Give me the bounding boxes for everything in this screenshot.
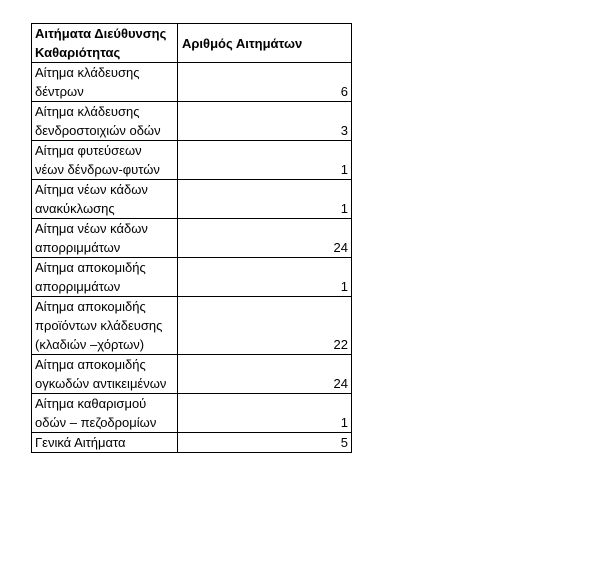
requests-table (31, 23, 352, 453)
row-value: 1 (178, 141, 352, 180)
table-row (32, 102, 352, 141)
table-row (32, 219, 352, 258)
row-label: Αίτημα νέων κάδων απορριμμάτων (32, 219, 178, 258)
table-row (32, 258, 352, 297)
row-value: 22 (178, 297, 352, 355)
table-row (32, 297, 352, 355)
row-value: 1 (178, 258, 352, 297)
table-row (32, 433, 352, 453)
row-value: 1 (178, 180, 352, 219)
row-label: Αίτημα κλάδευσης δενδροστοιχιών οδών (32, 102, 178, 141)
row-label: Αίτημα αποκομιδής απορριμμάτων (32, 258, 178, 297)
table-row (32, 180, 352, 219)
header-category: Αιτήματα Διεύθυνσης Καθαριότητας (32, 24, 178, 63)
row-label: Γενικά Αιτήματα (32, 433, 178, 453)
row-value: 1 (178, 394, 352, 433)
header-count: Αριθμός Αιτημάτων (178, 24, 352, 63)
row-label: Αίτημα αποκομιδής προϊόντων κλάδευσης (κλαδιών –χόρτων) (32, 297, 178, 355)
row-label: Αίτημα κλάδευσης δέντρων (32, 63, 178, 102)
row-label: Αίτημα φυτεύσεων νέων δένδρων-φυτών (32, 141, 178, 180)
table-row (32, 141, 352, 180)
row-value: 5 (178, 433, 352, 453)
row-label: Αίτημα καθαρισμού οδών – πεζοδρομίων (32, 394, 178, 433)
row-value: 6 (178, 63, 352, 102)
row-value: 3 (178, 102, 352, 141)
row-label: Αίτημα νέων κάδων ανακύκλωσης (32, 180, 178, 219)
table-row (32, 394, 352, 433)
table-row (32, 355, 352, 394)
table-row (32, 63, 352, 102)
row-value: 24 (178, 355, 352, 394)
row-label: Αίτημα αποκομιδής ογκωδών αντικειμένων (32, 355, 178, 394)
table-header-row (32, 24, 352, 63)
row-value: 24 (178, 219, 352, 258)
